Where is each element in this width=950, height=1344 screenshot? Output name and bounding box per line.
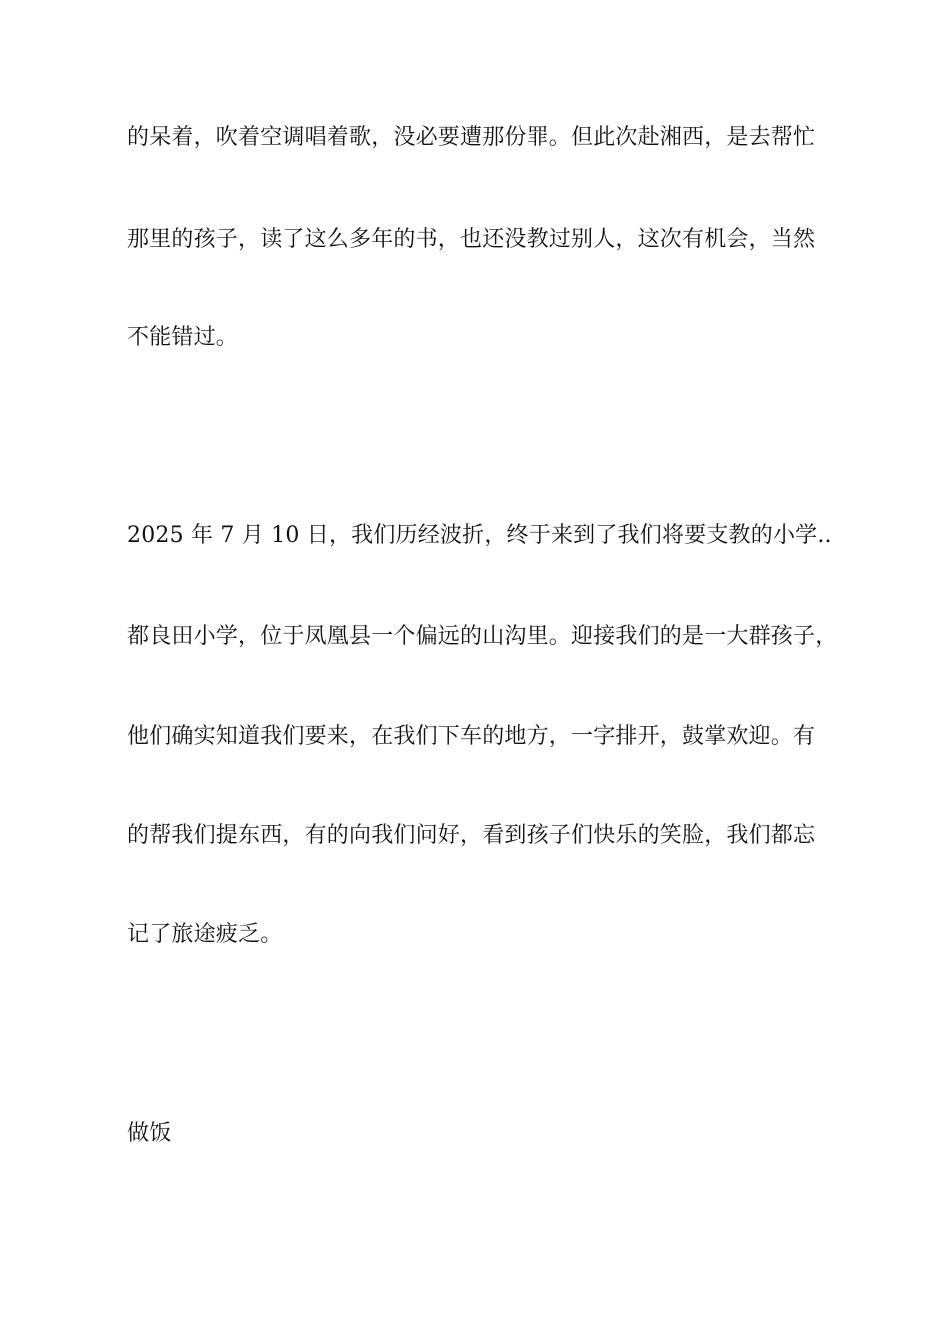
paragraph-1-line-1: 的呆着，吹着空调唱着歌，没必要遭那份罪。但此次赴湘西，是去帮忙 (127, 125, 816, 150)
paragraph-1-line-3: 不能错过。 (127, 325, 239, 350)
section-heading: 做饭 (127, 1121, 172, 1146)
paragraph-2-line-1: 2025 年 7 月 10 日，我们历经波折，终于来到了我们将要支教的小学.. (127, 523, 832, 548)
paragraph-1-line-2: 那里的孩子，读了这么多年的书，也还没教过别人，这次有机会，当然 (127, 227, 816, 252)
paragraph-2-line-4: 的帮我们提东西，有的向我们问好，看到孩子们快乐的笑脸，我们都忘 (127, 823, 816, 848)
paragraph-2-line-3: 他们确实知道我们要来，在我们下车的地方，一字排开，鼓掌欢迎。有 (127, 724, 816, 749)
paragraph-2-line-5: 记了旅途疲乏。 (127, 922, 283, 947)
paragraph-2-line-2: 都良田小学，位于凤凰县一个偏远的山沟里。迎接我们的是一大群孩子， (127, 624, 838, 649)
